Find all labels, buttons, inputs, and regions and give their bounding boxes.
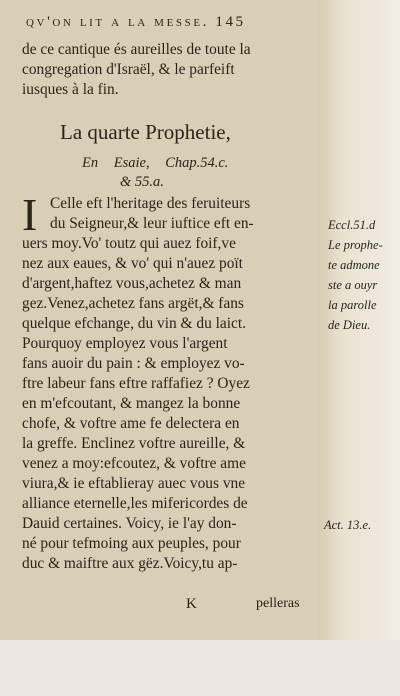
- top-line: iusques à la fin.: [22, 81, 119, 98]
- body-line: d'argent,haftez vous,achetez & man: [22, 275, 242, 292]
- scripture-reference-continued: & 55.a.: [120, 174, 164, 190]
- margin-note: la parolle: [328, 298, 377, 312]
- running-head: qv'on lit a la messe. 145: [26, 14, 246, 30]
- scripture-reference: En Esaie, Chap.54.c.: [82, 155, 229, 171]
- catchword: pelleras: [256, 596, 300, 611]
- margin-note: te admone: [328, 258, 380, 272]
- margin-note: Act. 13.e.: [324, 518, 372, 532]
- body-line: viura,& ie eftablieray auec vous vne: [22, 475, 246, 492]
- body-line: ftre labeur fans eftre raffafiez ? Oyez: [22, 375, 250, 392]
- top-line: congregation d'Israël, & le parfeift: [22, 61, 235, 78]
- margin-note: Le prophe-: [328, 238, 383, 252]
- body-line: nez aux eaues, & vo' qui n'auez poït: [22, 255, 243, 272]
- margin-note: Eccl.51.d: [328, 218, 376, 232]
- drop-capital: I: [22, 189, 38, 240]
- body-line: venez a moy:efcoutez, & voftre ame: [22, 455, 246, 472]
- body-line: gez.Venez,achetez fans argët,& fans: [22, 295, 244, 312]
- body-line: uers moy.Vo' toutz qui auez foif,ve: [22, 235, 236, 252]
- body-line: chofe, & voftre ame fe delectera en: [22, 415, 240, 432]
- top-line: de ce cantique és aureilles de toute la: [22, 41, 251, 58]
- body-line: quelque efchange, du vin & du laict.: [22, 315, 246, 332]
- body-line: la greffe. Enclinez voftre aureille, &: [22, 435, 246, 452]
- body-line: Celle eft l'heritage des feruiteurs: [50, 195, 251, 212]
- body-line: fans auoir du pain : & employez vo-: [22, 355, 245, 372]
- body-line: du Seigneur,& leur iuftice eft en-: [50, 215, 254, 232]
- body-line: duc & maiftre aux gëz.Voicy,tu ap-: [22, 555, 238, 572]
- body-line: Dauid certaines. Voicy, ie l'ay don-: [22, 515, 237, 532]
- margin-note: ste a ouyr: [328, 278, 378, 292]
- body-line: en m'efcoutant, & mangez la bonne: [22, 395, 241, 412]
- body-line: alliance eternelle,les mifericordes de: [22, 495, 248, 512]
- signature-mark: K: [186, 596, 197, 612]
- section-heading: La quarte Prophetie,: [60, 120, 231, 144]
- body-line: Pourquoy employez vous l'argent: [22, 335, 228, 352]
- margin-note: de Dieu.: [328, 318, 371, 332]
- page-bottom-margin: [0, 640, 400, 696]
- body-line: né pour tefmoing aux peuples, pour: [22, 535, 241, 552]
